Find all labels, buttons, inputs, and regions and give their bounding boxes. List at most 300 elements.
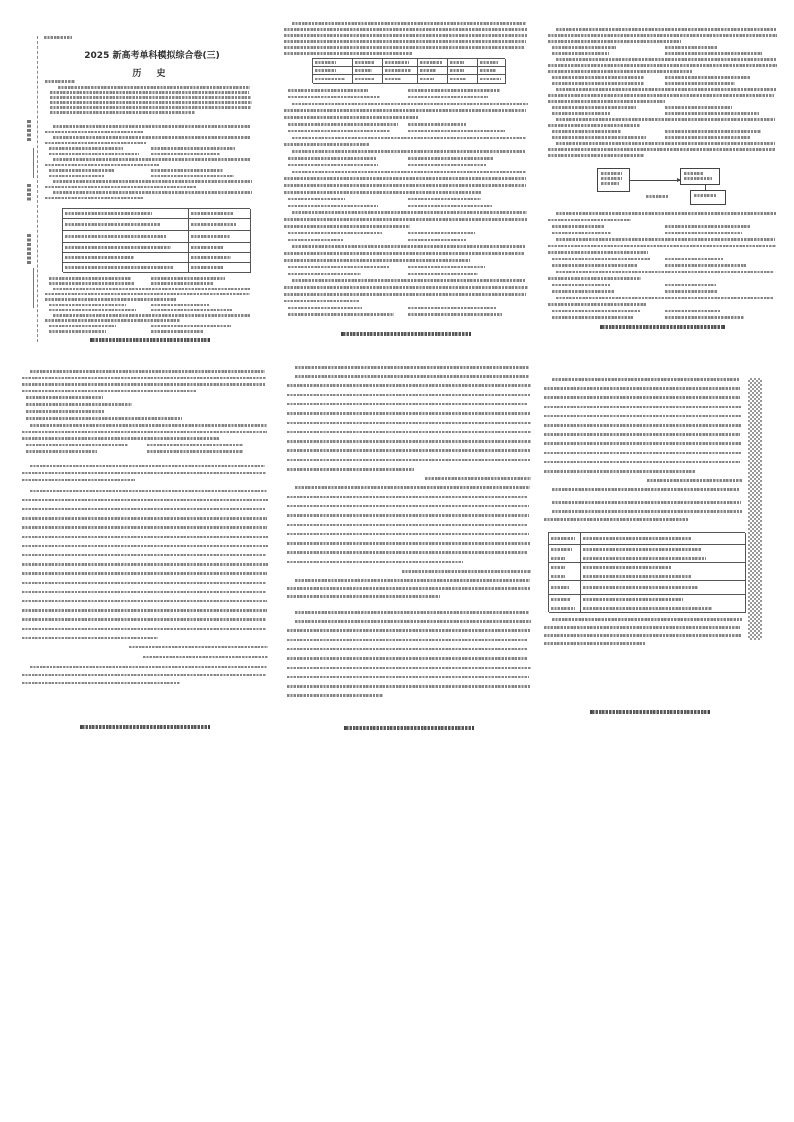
illegible-text-line (552, 284, 610, 287)
illegible-text-line (284, 116, 418, 119)
illegible-text-line (53, 125, 251, 128)
illegible-text-line (288, 205, 378, 208)
illegible-text-line (315, 61, 336, 64)
illegible-text-line (355, 78, 374, 81)
illegible-text-line (551, 586, 569, 589)
illegible-text-line (544, 634, 741, 637)
illegible-text-line (288, 89, 368, 92)
illegible-text-line (22, 431, 267, 434)
illegible-text-line (556, 118, 775, 121)
illegible-text-line (65, 223, 160, 226)
illegible-text-line (408, 313, 502, 316)
illegible-text-line (287, 694, 383, 697)
illegible-text-line (287, 639, 528, 642)
illegible-text-line (408, 307, 497, 310)
illegible-text-line (53, 158, 251, 161)
table-cell (581, 595, 746, 613)
exam-page-4 (18, 362, 272, 736)
illegible-text-line (22, 682, 180, 685)
illegible-text-line (288, 307, 362, 310)
illegible-text-line (22, 472, 266, 475)
data-table (548, 532, 745, 612)
illegible-text-line (65, 235, 166, 238)
illegible-text-line (287, 524, 528, 527)
illegible-text-line (583, 548, 701, 551)
illegible-text-line (288, 239, 343, 242)
illegible-text-line (548, 64, 777, 67)
illegible-text-line (544, 442, 742, 445)
illegible-text-line (552, 258, 651, 261)
table-cell (383, 67, 418, 75)
table-cell (478, 75, 506, 84)
illegible-text-line (646, 195, 668, 198)
illegible-text-line (684, 172, 704, 175)
illegible-text-line (480, 78, 501, 81)
illegible-text-line (480, 61, 498, 64)
page-footer (344, 726, 474, 730)
illegible-text-line (420, 61, 442, 64)
illegible-text-line (556, 88, 776, 91)
table-cell (313, 59, 353, 67)
illegible-text-line (143, 656, 268, 659)
illegible-text-line (408, 96, 488, 99)
illegible-text-line (548, 154, 644, 157)
table-cell (353, 75, 383, 84)
illegible-text-line (49, 282, 135, 285)
illegible-text-line (355, 69, 372, 72)
illegible-text-line (49, 175, 105, 178)
illegible-text-line (665, 130, 761, 133)
illegible-text-line (408, 164, 486, 167)
illegible-text-line (288, 232, 382, 235)
page-footer (600, 325, 725, 329)
table-cell (478, 67, 506, 75)
illegible-text-line (22, 479, 135, 482)
illegible-text-line (147, 450, 243, 453)
illegible-text-line (50, 101, 252, 104)
illegible-text-line (551, 607, 575, 610)
illegible-text-line (22, 554, 266, 557)
illegible-text-line (548, 277, 641, 280)
table-cell (189, 243, 251, 253)
illegible-text-line (287, 412, 530, 415)
illegible-text-line (556, 58, 777, 61)
illegible-text-line (284, 225, 410, 228)
table-cell (418, 75, 448, 84)
illegible-text-line (665, 232, 742, 235)
illegible-text-line (284, 184, 526, 187)
illegible-text-line (548, 94, 774, 97)
illegible-text-line (552, 106, 636, 109)
illegible-text-line (288, 273, 361, 276)
illegible-text-line (295, 620, 531, 623)
illegible-text-line (287, 629, 530, 632)
illegible-text-line (287, 514, 529, 517)
data-table (62, 208, 250, 272)
illegible-text-line (665, 106, 732, 109)
illegible-text-line (548, 40, 681, 43)
illegible-text-line (49, 277, 131, 280)
illegible-text-line (287, 587, 530, 590)
illegible-text-line (53, 136, 250, 139)
illegible-text-line (22, 637, 158, 640)
illegible-text-line (151, 309, 232, 312)
illegible-text-line (22, 582, 266, 585)
page-footer (341, 332, 471, 336)
illegible-text-line (287, 676, 529, 679)
illegible-text-line (556, 28, 776, 31)
illegible-text-line (65, 246, 171, 249)
illegible-text-line (22, 609, 267, 612)
illegible-text-line (556, 142, 775, 145)
illegible-text-line (288, 130, 390, 133)
exam-subject: 历 史 (132, 69, 172, 79)
exam-page-3 (545, 22, 780, 336)
illegible-text-line (287, 449, 530, 452)
illegible-text-line (287, 431, 531, 434)
illegible-text-line (408, 232, 475, 235)
table-cell (549, 595, 581, 613)
table-cell (383, 59, 418, 67)
page-footer (80, 725, 210, 729)
illegible-text-line (22, 437, 219, 440)
illegible-text-line (551, 548, 572, 551)
table-cell (549, 533, 581, 545)
illegible-text-line (551, 537, 575, 540)
illegible-text-line (355, 61, 375, 64)
table-cell (448, 75, 478, 84)
illegible-text-line (22, 536, 268, 539)
illegible-text-line (583, 566, 672, 569)
illegible-text-line (284, 218, 527, 221)
illegible-text-line (295, 486, 530, 489)
illegible-text-line (49, 309, 136, 312)
illegible-text-line (665, 52, 763, 55)
illegible-text-line (665, 284, 716, 287)
illegible-text-line (49, 153, 139, 156)
illegible-text-line (292, 137, 526, 140)
table-cell (63, 243, 189, 253)
illegible-text-line (45, 186, 196, 189)
illegible-text-line (544, 461, 740, 464)
illegible-text-line (544, 387, 740, 390)
illegible-text-line (551, 566, 565, 569)
illegible-text-line (191, 266, 224, 269)
table-cell (63, 253, 189, 263)
illegible-text-line (665, 136, 752, 139)
table-cell (581, 581, 746, 595)
illegible-text-line (22, 526, 267, 529)
flow-diagram (590, 163, 735, 207)
illegible-text-line (284, 300, 359, 303)
illegible-text-line (53, 180, 252, 183)
illegible-text-line (50, 111, 195, 114)
illegible-text-line (26, 410, 104, 413)
table-cell (448, 67, 478, 75)
illegible-text-line (601, 177, 622, 180)
illegible-text-line (385, 61, 409, 64)
illegible-text-line (552, 46, 616, 49)
illegible-text-line (425, 477, 531, 480)
illegible-text-line (151, 304, 210, 307)
table-cell (418, 59, 448, 67)
table-cell (353, 67, 383, 75)
illegible-text-line (284, 34, 527, 37)
illegible-text-line (284, 52, 412, 55)
table-cell (581, 563, 746, 581)
illegible-text-line (552, 501, 741, 504)
illegible-text-line (402, 570, 531, 573)
illegible-text-line (287, 648, 528, 651)
illegible-text-line (544, 406, 741, 409)
illegible-text-line (287, 468, 414, 471)
illegible-text-line (288, 123, 398, 126)
binding-field-mark (27, 120, 31, 142)
illegible-text-line (665, 264, 746, 267)
exam-title: 2025 新高考单科模拟综合卷(三) (84, 51, 220, 61)
illegible-text-line (450, 69, 464, 72)
illegible-text-line (284, 177, 526, 180)
illegible-text-line (49, 169, 115, 172)
binding-strip (22, 28, 40, 348)
illegible-text-line (552, 510, 742, 513)
illegible-text-line (408, 239, 466, 242)
illegible-text-line (30, 666, 267, 669)
illegible-text-line (315, 69, 336, 72)
illegible-text-line (647, 479, 742, 482)
illegible-text-line (53, 191, 252, 194)
illegible-text-line (45, 293, 250, 296)
illegible-text-line (151, 330, 205, 333)
illegible-text-line (551, 575, 565, 578)
table-cell (313, 75, 353, 84)
illegible-text-line (26, 450, 97, 453)
illegible-text-line (30, 370, 265, 373)
illegible-text-line (583, 586, 698, 589)
illegible-text-line (44, 36, 72, 39)
binding-dashed-line (37, 36, 38, 342)
illegible-text-line (151, 325, 231, 328)
illegible-text-line (45, 298, 176, 301)
illegible-text-line (408, 157, 493, 160)
illegible-text-line (552, 310, 641, 313)
illegible-text-line (552, 225, 605, 228)
illegible-text-line (53, 288, 250, 291)
illegible-text-line (191, 256, 231, 259)
illegible-text-line (548, 303, 646, 306)
illegible-text-line (480, 69, 496, 72)
illegible-text-line (45, 80, 75, 83)
illegible-text-line (49, 325, 116, 328)
illegible-text-line (385, 78, 401, 81)
table-cell (581, 533, 746, 545)
illegible-text-line (287, 542, 530, 545)
illegible-text-line (22, 499, 268, 502)
illegible-text-line (65, 256, 134, 259)
illegible-text-line (556, 212, 776, 215)
illegible-text-line (450, 61, 464, 64)
illegible-text-line (292, 150, 525, 153)
illegible-text-line (544, 415, 741, 418)
illegible-text-line (284, 259, 470, 262)
table-cell (189, 263, 251, 273)
illegible-text-line (26, 444, 128, 447)
illegible-text-line (408, 205, 492, 208)
illegible-text-line (22, 545, 268, 548)
illegible-text-line (151, 277, 226, 280)
illegible-text-line (408, 130, 505, 133)
illegible-text-line (544, 642, 645, 645)
illegible-text-line (583, 607, 712, 610)
illegible-text-line (295, 611, 529, 614)
illegible-text-line (408, 198, 481, 201)
illegible-text-line (49, 330, 106, 333)
illegible-text-line (552, 52, 609, 55)
illegible-text-line (552, 232, 611, 235)
page-footer (90, 338, 210, 342)
illegible-text-line (548, 219, 631, 222)
illegible-text-line (552, 264, 637, 267)
illegible-text-line (284, 293, 526, 296)
illegible-text-line (22, 563, 268, 566)
illegible-text-line (30, 490, 267, 493)
illegible-text-line (552, 136, 646, 139)
diagram-connector (630, 180, 680, 181)
illegible-text-line (665, 258, 723, 261)
binding-field-mark (27, 234, 31, 264)
illegible-text-line (45, 131, 144, 134)
page-footer (590, 710, 710, 714)
illegible-text-line (191, 212, 234, 215)
illegible-text-line (544, 424, 741, 427)
illegible-text-line (552, 488, 740, 491)
illegible-text-line (556, 238, 775, 241)
illegible-text-line (287, 422, 531, 425)
exam-page-2 (280, 14, 532, 344)
illegible-text-line (22, 383, 265, 386)
illegible-text-line (284, 46, 525, 49)
illegible-text-line (544, 452, 742, 455)
illegible-text-line (665, 112, 759, 115)
table-cell (63, 219, 189, 231)
illegible-text-line (601, 172, 622, 175)
illegible-text-line (22, 377, 266, 380)
illegible-text-line (22, 618, 266, 621)
illegible-text-line (548, 70, 692, 73)
illegible-text-line (665, 225, 751, 228)
illegible-text-line (665, 82, 735, 85)
illegible-text-line (22, 674, 266, 677)
illegible-text-line (22, 390, 196, 393)
table-cell (418, 67, 448, 75)
illegible-text-line (30, 465, 265, 468)
illegible-text-line (551, 557, 565, 560)
illegible-text-line (22, 572, 267, 575)
illegible-text-line (53, 314, 250, 317)
illegible-text-line (315, 78, 345, 81)
table-cell (478, 59, 506, 67)
illegible-text-line (26, 403, 132, 406)
table-cell (63, 231, 189, 243)
illegible-text-line (22, 628, 266, 631)
illegible-text-line (552, 130, 621, 133)
illegible-text-line (191, 246, 223, 249)
illegible-text-line (295, 366, 529, 369)
illegible-text-line (548, 148, 775, 151)
illegible-text-line (548, 34, 777, 37)
illegible-text-line (50, 91, 249, 94)
illegible-text-line (408, 266, 485, 269)
table-cell (63, 209, 189, 219)
illegible-text-line (151, 169, 223, 172)
illegible-text-line (544, 518, 688, 521)
illegible-text-line (292, 245, 525, 248)
table-cell (549, 545, 581, 563)
illegible-text-line (288, 157, 376, 160)
illegible-text-line (49, 147, 123, 150)
illegible-text-line (22, 508, 265, 511)
illegible-text-line (45, 319, 180, 322)
illegible-text-line (665, 46, 719, 49)
illegible-text-line (288, 96, 380, 99)
illegible-text-line (583, 575, 692, 578)
illegible-text-line (665, 290, 719, 293)
illegible-text-line (544, 626, 740, 629)
illegible-text-line (45, 164, 159, 167)
data-table (312, 58, 505, 83)
table-cell (549, 581, 581, 595)
illegible-text-line (292, 211, 527, 214)
illegible-text-line (284, 191, 482, 194)
illegible-text-line (548, 251, 648, 254)
illegible-text-line (284, 40, 526, 43)
illegible-text-line (58, 86, 250, 89)
illegible-text-line (287, 384, 531, 387)
illegible-text-line (408, 123, 466, 126)
illegible-text-line (420, 69, 436, 72)
illegible-text-line (665, 310, 720, 313)
illegible-text-line (552, 112, 610, 115)
illegible-text-line (22, 591, 266, 594)
illegible-text-line (552, 290, 614, 293)
illegible-text-line (292, 171, 526, 174)
illegible-text-line (287, 394, 530, 397)
illegible-text-line (287, 595, 440, 598)
illegible-text-line (284, 28, 527, 31)
illegible-text-line (288, 266, 389, 269)
illegible-text-line (583, 557, 706, 560)
table-cell (353, 59, 383, 67)
illegible-text-line (665, 316, 745, 319)
illegible-text-line (552, 82, 644, 85)
illegible-text-line (129, 646, 268, 649)
illegible-text-line (583, 537, 691, 540)
illegible-text-line (288, 164, 378, 167)
illegible-text-line (548, 245, 776, 248)
illegible-text-line (552, 76, 644, 79)
illegible-text-line (49, 304, 126, 307)
illegible-text-line (22, 600, 267, 603)
diagram-box (690, 190, 726, 205)
illegible-text-line (30, 424, 267, 427)
table-cell (189, 219, 251, 231)
illegible-text-line (287, 685, 530, 688)
illegible-text-line (292, 103, 528, 106)
illegible-text-line (287, 657, 528, 660)
binding-edge-pattern (748, 378, 762, 640)
table-cell (383, 75, 418, 84)
illegible-text-line (548, 124, 640, 127)
